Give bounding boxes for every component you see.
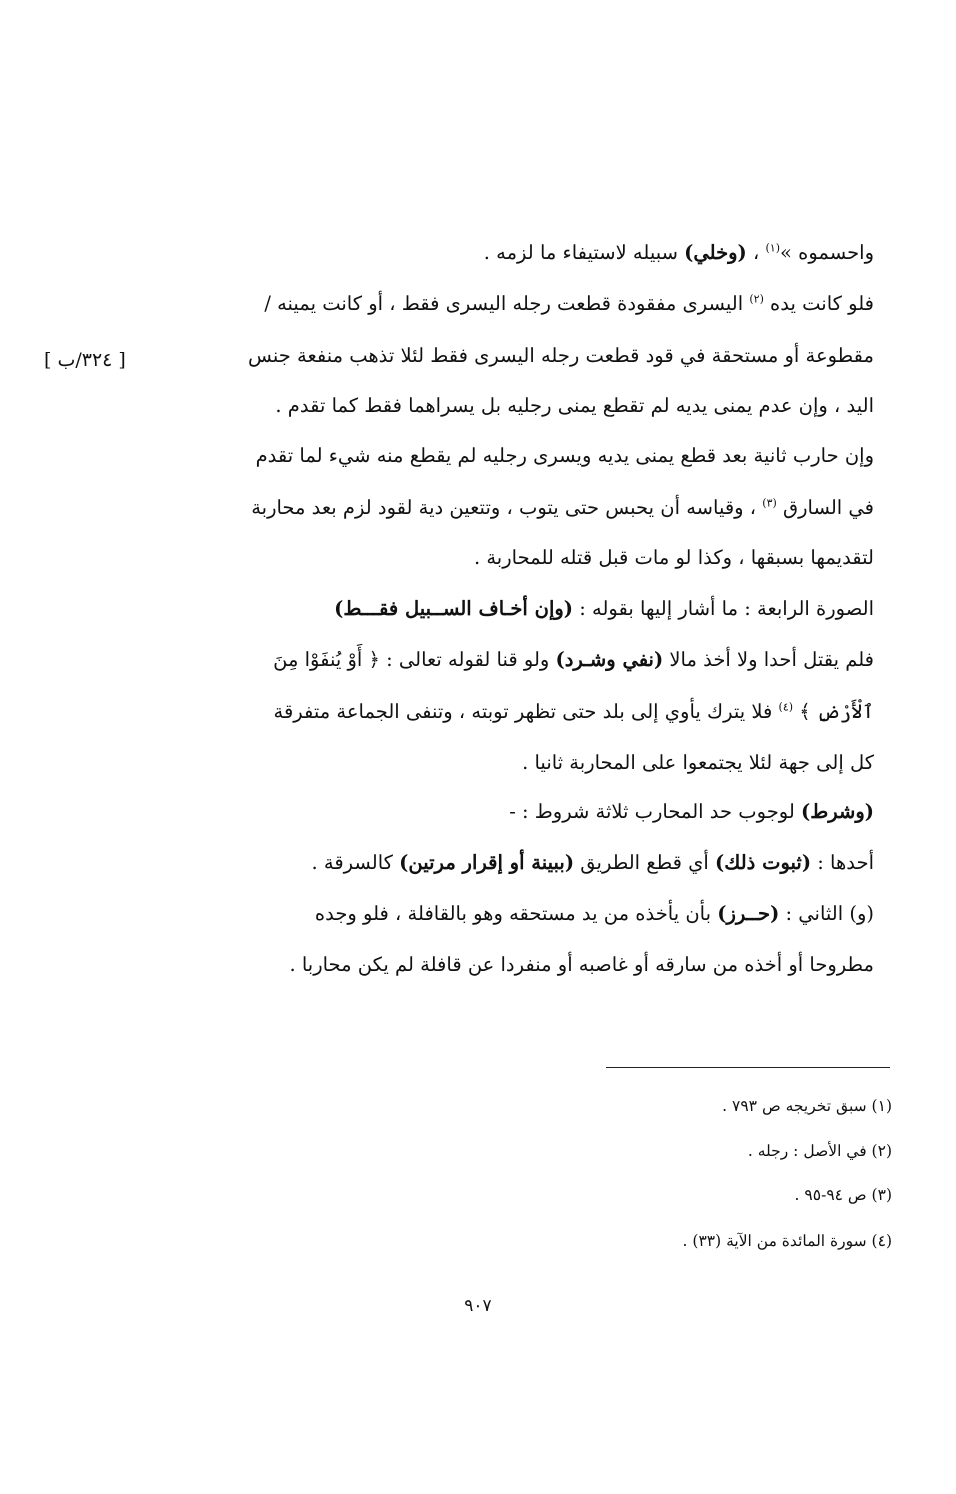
body-line-10: ٱلْأَرْضِ ﴾ $^{(٤)}$ فلا يترك يأوي إلى بلد حتى تظهر توبته ، وتنفى الجماعة متفرقة — [273, 700, 874, 723]
footnote-4: (٤) سورة المائدة من الآية (٣٣) . — [682, 1232, 892, 1250]
body-line-14: (و) الثاني : (حــرز) بأن يأخذه من يد مستحقه وهو بالقافلة ، فلو وجده — [314, 902, 874, 925]
footnote-2: (٢) في الأصل : رجله . — [747, 1142, 892, 1160]
body-line-3: مقطوعة أو مستحقة في قود قطعت رجله اليسرى فقط لئلا تذهب منفعة جنس — [248, 344, 874, 367]
body-line-8: الصورة الرابعة : ما أشار إليها بقوله : (وإن أخـاف الســبيل فقـــط) — [334, 597, 874, 620]
body-line-1: واحسموه »$^{(١)}$ ، (وخلي) سبيله لاستيفاء ما لزمه . — [483, 241, 874, 264]
body-line-4: اليد ، وإن عدم يمنى يديه لم تقطع يمنى رجليه بل يسراهما فقط كما تقدم . — [275, 394, 874, 417]
body-line-15: مطروحا أو أخذه من سارقه أو غاصبه أو منفردا عن قافلة لم يكن محاربا . — [289, 953, 874, 976]
footnote-divider — [606, 1067, 890, 1068]
body-line-9: فلم يقتل أحدا ولا أخذ مالا (نفي وشـرد) ولو قنا لقوله تعالى : ﴿ أَوْ يُنفَوْا مِنَ — [273, 648, 874, 671]
folio-marker: [ ٣٢٤/ب ] — [44, 349, 126, 371]
body-line-5: وإن حارب ثانية بعد قطع يمنى يديه ويسرى رجليه لم يقطع منه شيء لما تقدم — [255, 444, 874, 467]
page-number: ٩٠٧ — [464, 1296, 492, 1316]
quran-verse-end: ٱلْأَرْضِ ﴾ — [799, 700, 874, 723]
body-line-2: فلو كانت يده $^{(٢)}$ اليسرى مفقودة قطعت رجله اليسرى فقط ، أو كانت يمينه / — [264, 292, 874, 315]
quran-verse: ﴿ أَوْ يُنفَوْا مِنَ — [273, 648, 380, 671]
body-line-12: (وشرط) لوجوب حد المحارب ثلاثة شروط : - — [509, 800, 874, 823]
footnote-1: (١) سبق تخريجه ص ٧٩٣ . — [722, 1097, 892, 1115]
footnote-3: (٣) ص ٩٤-٩٥ . — [794, 1186, 892, 1204]
body-line-11: كل إلى جهة لئلا يجتمعوا على المحاربة ثانيا . — [522, 751, 874, 774]
body-line-6: في السارق $^{(٣)}$ ، وقياسه أن يحبس حتى يتوب ، وتتعين دية لقود لزم بعد محاربة — [251, 496, 874, 519]
body-line-7: لتقديمها بسبقها ، وكذا لو مات قبل قتله للمحاربة . — [473, 546, 874, 569]
body-line-13: أحدها : (ثبوت ذلك) أي قطع الطريق (ببينة أو إقرار مرتين) كالسرقة . — [311, 851, 874, 874]
